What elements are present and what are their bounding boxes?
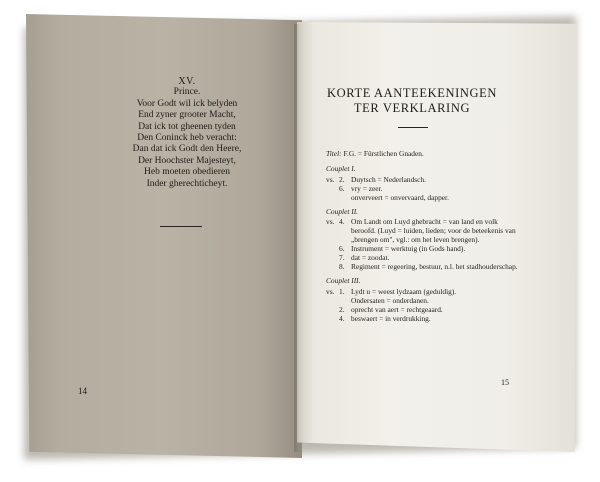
- verse-number: 1.: [339, 286, 345, 296]
- note-text: vry = zeer.: [351, 183, 383, 193]
- note-text: Regiment = regeering, bestuur, n.l. het stadhouderschap.: [351, 261, 518, 271]
- verse-number: 7.: [339, 253, 345, 263]
- couplet-section: [326, 165, 522, 203]
- poem-line: Inder gherechticheyt.: [146, 178, 228, 189]
- couplet-heading: Couplet I.: [326, 163, 356, 173]
- note-entry: [326, 194, 522, 203]
- title-text: F.G. = Fürstlichen Gnaden.: [343, 149, 424, 158]
- note-text: beswaert = in verdrukking.: [351, 313, 431, 323]
- note-text: dat = zoodat.: [351, 253, 390, 263]
- poem-block: [112, 76, 262, 190]
- verse-number: 4.: [339, 217, 345, 227]
- note-entry: [326, 315, 522, 324]
- couplet-heading: Couplet III.: [326, 275, 361, 285]
- verse-number: 8.: [339, 261, 345, 271]
- verse-number: 2.: [339, 174, 345, 184]
- verse-number: 6.: [339, 244, 345, 254]
- poem-speaker: Prince.: [173, 87, 201, 98]
- right-page-number: 15: [501, 378, 509, 387]
- poem-line: Heb moeten obedieren: [144, 167, 230, 178]
- couplet-section: [326, 208, 522, 272]
- verse-label: vs.: [326, 286, 335, 296]
- notes-block: [326, 150, 522, 328]
- title-note: [326, 150, 522, 159]
- title-label: Titel:: [326, 149, 342, 158]
- poem-number: XV.: [178, 76, 196, 87]
- note-text: Lydt u = weest lydzaam (geduldig).: [351, 286, 457, 296]
- notes-heading-line: KORTE AANTEEKENINGEN: [327, 86, 497, 100]
- notes-heading-line: TER VERKLARING: [353, 100, 471, 115]
- poem-line: Der Hoochster Majesteyt,: [138, 155, 236, 166]
- note-text: Duytsch = Nederlandsch.: [351, 174, 426, 184]
- book-gutter: [294, 24, 304, 452]
- note-entry: [326, 263, 522, 272]
- right-page-divider: [398, 127, 428, 128]
- verse-number: 6.: [339, 183, 345, 193]
- poem-line: Dat ick tot gheenen tyden: [138, 121, 236, 132]
- verse-number: 4.: [339, 313, 345, 323]
- note-text: Instrument = werktuig (in Gods hand).: [351, 244, 466, 254]
- couplet-heading: Couplet II.: [326, 206, 359, 216]
- notes-heading: [318, 86, 506, 115]
- verse-label: vs.: [326, 174, 335, 184]
- verse-label: vs.: [326, 217, 335, 227]
- left-page-divider: [160, 226, 202, 227]
- note-text: onverveert = onvervaard, dapper.: [351, 192, 449, 202]
- note-entry: [326, 218, 522, 245]
- poem-line: Dan dat ick Godt den Heere,: [132, 144, 242, 155]
- poem-line: Voor Godt wil ick belyden: [136, 98, 238, 109]
- note-text: Ondersaten = onderdanen.: [351, 295, 429, 305]
- left-page-number: 14: [78, 386, 87, 396]
- poem-line: Den Coninck heb veracht:: [137, 133, 237, 144]
- note-text: oprecht van aert = rechtgeaard.: [351, 304, 443, 314]
- couplet-section: [326, 277, 522, 324]
- note-text: Om Landt om Luyd ghebracht = van land en volk beroofd. (Luyd = luiden, lieden; voor de beteekenis van „brengen om", vgl.: om het leven brengen).: [351, 217, 516, 245]
- verse-number: 2.: [339, 304, 345, 314]
- poem-line: End zyner grooter Macht,: [138, 110, 236, 121]
